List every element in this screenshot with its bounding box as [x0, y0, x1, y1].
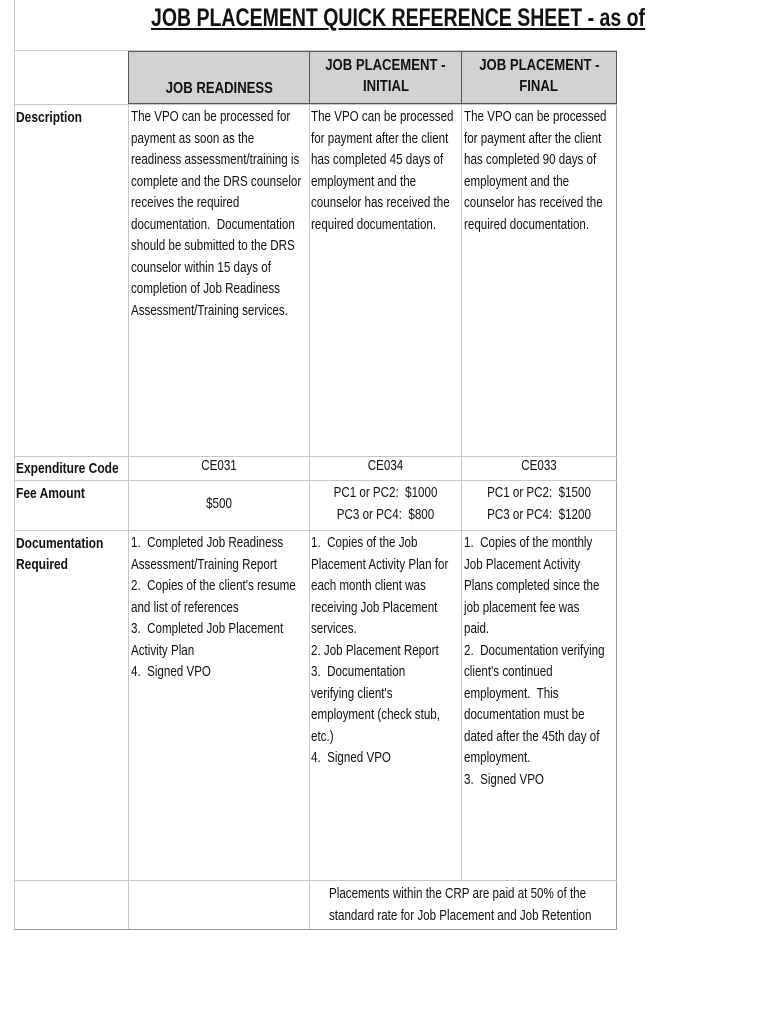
row-label-description: Description: [16, 109, 83, 126]
grid-line: [14, 530, 617, 531]
expenditure-code-initial: CE034: [367, 458, 404, 474]
grid-line: [461, 51, 462, 880]
page-title: JOB PLACEMENT QUICK REFERENCE SHEET - as of: [151, 4, 646, 32]
row-label-expenditure-code: Expenditure Code: [16, 460, 119, 477]
grid-line: [14, 880, 617, 881]
description-final: The VPO can be processed for payment after the client has completed 90 days of employment and the counselor has received the required documentation.: [464, 109, 607, 233]
column-header-initial: [309, 51, 462, 104]
expenditure-code-final: CE033: [521, 458, 557, 474]
description-initial: The VPO can be processed for payment after the client has completed 45 days of employment and the counselor has received the required documentation.: [311, 109, 454, 233]
row-label-fee-amount: Fee Amount: [16, 485, 85, 502]
column-header-final: [461, 51, 617, 104]
expenditure-code-job-readiness: CE031: [201, 458, 237, 474]
row-label-documentation: [16, 533, 103, 575]
grid-line: [309, 51, 310, 930]
documentation-final: 1. Copies of the monthly Job Placement Activity Plans completed since the job placement fee was paid. 2. Documentation verifying client's continued employment. This documentation must be dated after the 45th day of employment. 3. Signed VPO: [464, 535, 605, 788]
column-header-label: JOB READINESS: [165, 80, 273, 97]
description-job-readiness: The VPO can be processed for payment as soon as the readiness assessment/training is complete and the DRS counselor receives the required documentation. Documentation should be submitted to the DRS counselor within 15 days of completion of Job Readiness Assessment/Training services.: [131, 109, 302, 319]
column-header-label: INITIAL: [362, 77, 409, 95]
documentation-job-readiness: 1. Completed Job Readiness Assessment/Training Report 2. Copies of the client's resume and list of references 3. Completed Job Placement Activity Plan 4. Signed VPO: [131, 535, 296, 680]
grid-line: [14, 929, 617, 930]
grid-line: [128, 51, 129, 930]
column-header-job-readiness: [128, 51, 310, 104]
row-label-line: Required: [16, 556, 69, 573]
column-header-label: JOB PLACEMENT -: [325, 56, 446, 74]
grid-line: [616, 51, 617, 930]
row-label-line: Documentation: [16, 535, 104, 552]
grid-line: [14, 104, 617, 105]
grid-line: [14, 480, 617, 481]
fee-amount-initial: PC1 or PC2: $1000 PC3 or PC4: $800: [333, 485, 438, 523]
column-header-label: FINAL: [519, 77, 559, 95]
fee-amount-final: PC1 or PC2: $1500 PC3 or PC4: $1200: [487, 485, 591, 523]
column-header-label: JOB PLACEMENT -: [478, 56, 600, 74]
documentation-initial: 1. Copies of the Job Placement Activity Plan for each month client was receiving Job Placement services. 2. Job Placement Report 3. Documentation verifying client's employment (check stub, etc.) 4. Signed VPO: [311, 535, 449, 766]
crp-note: Placements within the CRP are paid at 50% of the standard rate for Job Placement and Job Retention: [329, 886, 592, 924]
grid-line: [14, 0, 15, 930]
reference-sheet: [14, 0, 646, 930]
fee-amount-job-readiness: $500: [206, 496, 232, 512]
